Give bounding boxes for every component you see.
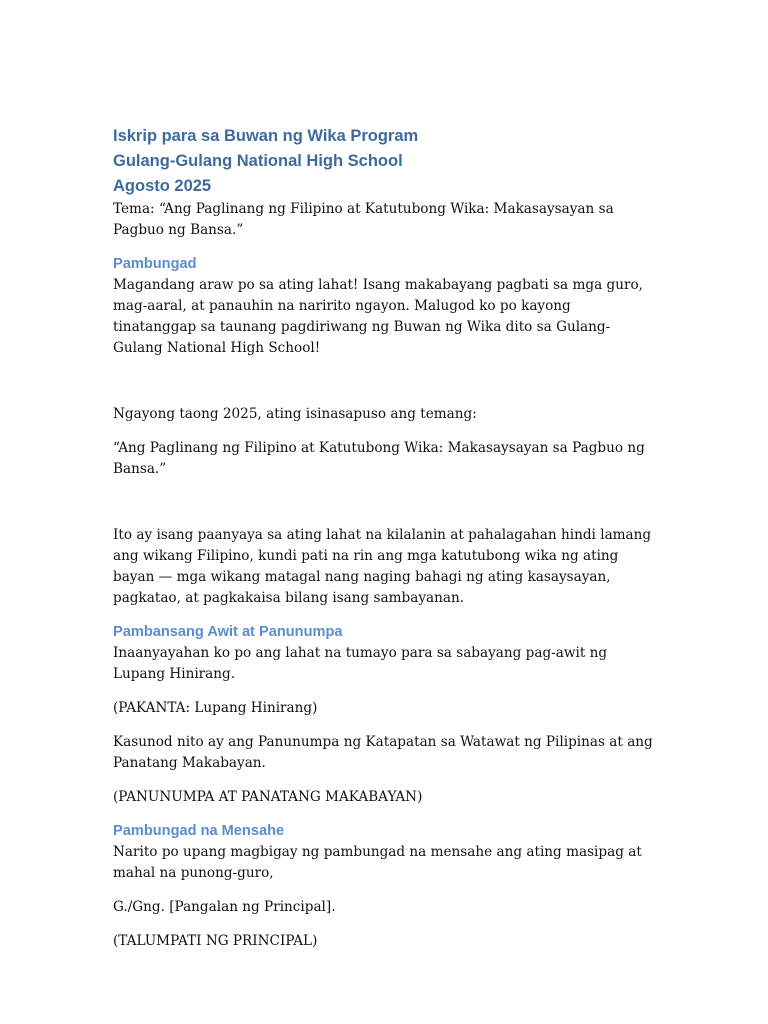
tema-quote: “Ang Paglinang ng Filipino at Katutubong Wika: Makasaysayan sa Pagbuo ng Bansa.” [113,440,645,477]
pambungad-paragraph-2: Ngayong taong 2025, ating isinasapuso ang temang: [113,406,477,422]
mensahe-paragraph-3: (TALUMPATI NG PRINCIPAL) [113,933,318,949]
awit-paragraph-1: Inaanyayahan ko po ang lahat na tumayo para sa sabayang pag-awit ng Lupang Hinirang. [113,645,608,682]
document-body [113,124,658,952]
awit-paragraph-3: Kasunod nito ay ang Panunumpa ng Katapatan sa Watawat ng Pilipinas at ang Panatang Makabayan. [113,734,653,771]
document-title-line-1: Iskrip para sa Buwan ng Wika Program [113,127,419,145]
document-title-line-3: Agosto 2025 [113,177,212,195]
pambungad-paragraph-1: Magandang araw po sa ating lahat! Isang makabayang pagbati sa mga guro, mag-aaral, at panauhin na naririto ngayon. Malugod ko po kayong tinatanggap sa taunang pagdiriwang ng Buwan ng Wika dito sa Gulang-Gulang National High School! [113,277,643,356]
pambungad-paragraph-4: Ito ay isang paanyaya sa ating lahat na kilalanin at pahalagahan hindi lamang ang wikang Filipino, kundi pati na rin ang mga katutubong wika ng ating bayan — mga wikang matagal nang naging bahagi ng ating kasaysayan, pagkatao, at pagkakaisa bilang isang sambayanan. [113,527,652,606]
awit-paragraph-2: (PAKANTA: Lupang Hinirang) [113,700,318,716]
mensahe-paragraph-1: Narito po upang magbigay ng pambungad na mensahe ang ating masipag at mahal na punong-guro, [113,844,642,881]
heading-pambansang-awit: Pambansang Awit at Panunumpa [113,624,343,640]
tema-paragraph: Tema: “Ang Paglinang ng Filipino at Katutubong Wika: Makasaysayan sa Pagbuo ng Bansa.” [113,201,614,238]
heading-pambungad-na-mensahe: Pambungad na Mensahe [113,823,285,839]
awit-paragraph-4: (PANUNUMPA AT PANATANG MAKABAYAN) [113,789,423,805]
heading-pambungad: Pambungad [113,256,197,272]
mensahe-paragraph-2: G./Gng. [Pangalan ng Principal]. [113,899,336,915]
document-title-line-2: Gulang-Gulang National High School [113,152,403,170]
